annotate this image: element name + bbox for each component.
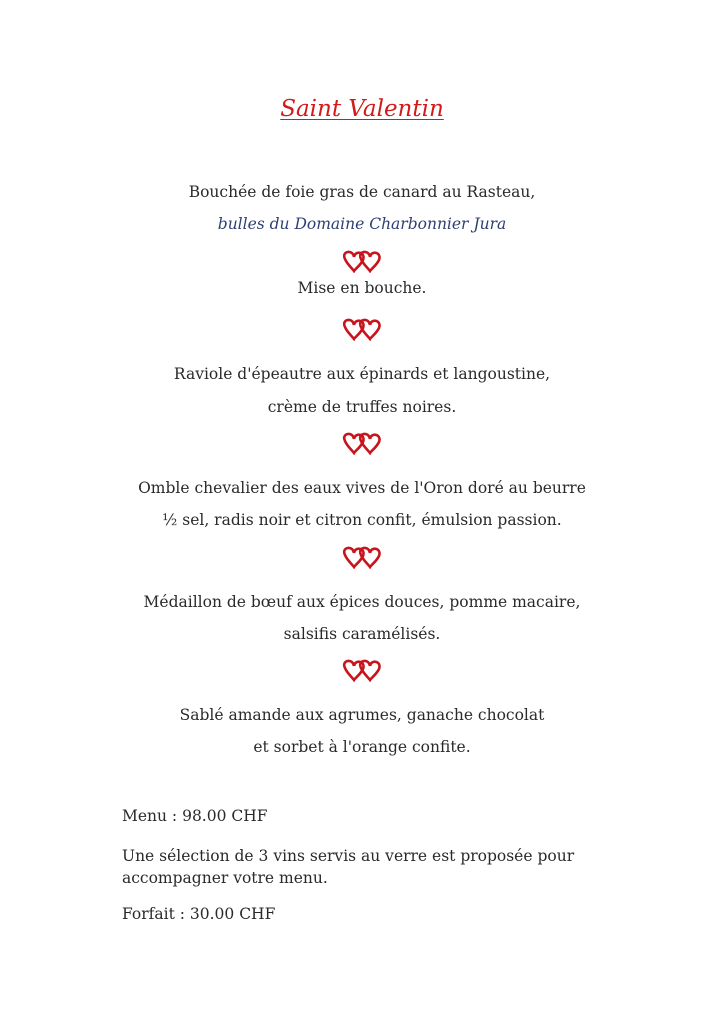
double-heart-icon — [337, 247, 391, 273]
menu-title: Saint Valentin — [280, 96, 444, 122]
course-2-line-1: Mise en bouche. — [297, 279, 427, 297]
double-heart-icon — [337, 315, 391, 341]
double-heart-icon — [337, 543, 391, 569]
wine-selection-line-1: Une sélection de 3 vins servis au verre est proposée pour — [122, 847, 575, 865]
course-5-line-2: salsifis caramélisés. — [283, 625, 441, 643]
course-6-line-1: Sablé amande aux agrumes, ganache chocolat — [179, 706, 545, 724]
course-4-line-2: ½ sel, radis noir et citron confit, émulsion passion. — [162, 511, 562, 529]
course-6-line-2: et sorbet à l'orange confite. — [253, 738, 471, 756]
course-3-line-1: Raviole d'épeautre aux épinards et langoustine, — [173, 365, 551, 383]
course-5-line-1: Médaillon de bœuf aux épices douces, pomme macaire, — [143, 593, 581, 611]
double-heart-icon — [337, 429, 391, 455]
course-1-line-1: Bouchée de foie gras de canard au Rasteau, — [188, 183, 536, 201]
double-heart-icon — [337, 656, 391, 682]
wine-selection-line-2: accompagner votre menu. — [122, 869, 328, 887]
course-3-line-2: crème de truffes noires. — [267, 398, 457, 416]
course-4-line-1: Omble chevalier des eaux vives de l'Oron doré au beurre — [138, 479, 586, 497]
course-1-wine-pairing: bulles du Domaine Charbonnier Jura — [217, 215, 507, 233]
forfait-price: Forfait : 30.00 CHF — [122, 905, 276, 923]
menu-price: Menu : 98.00 CHF — [122, 807, 268, 825]
